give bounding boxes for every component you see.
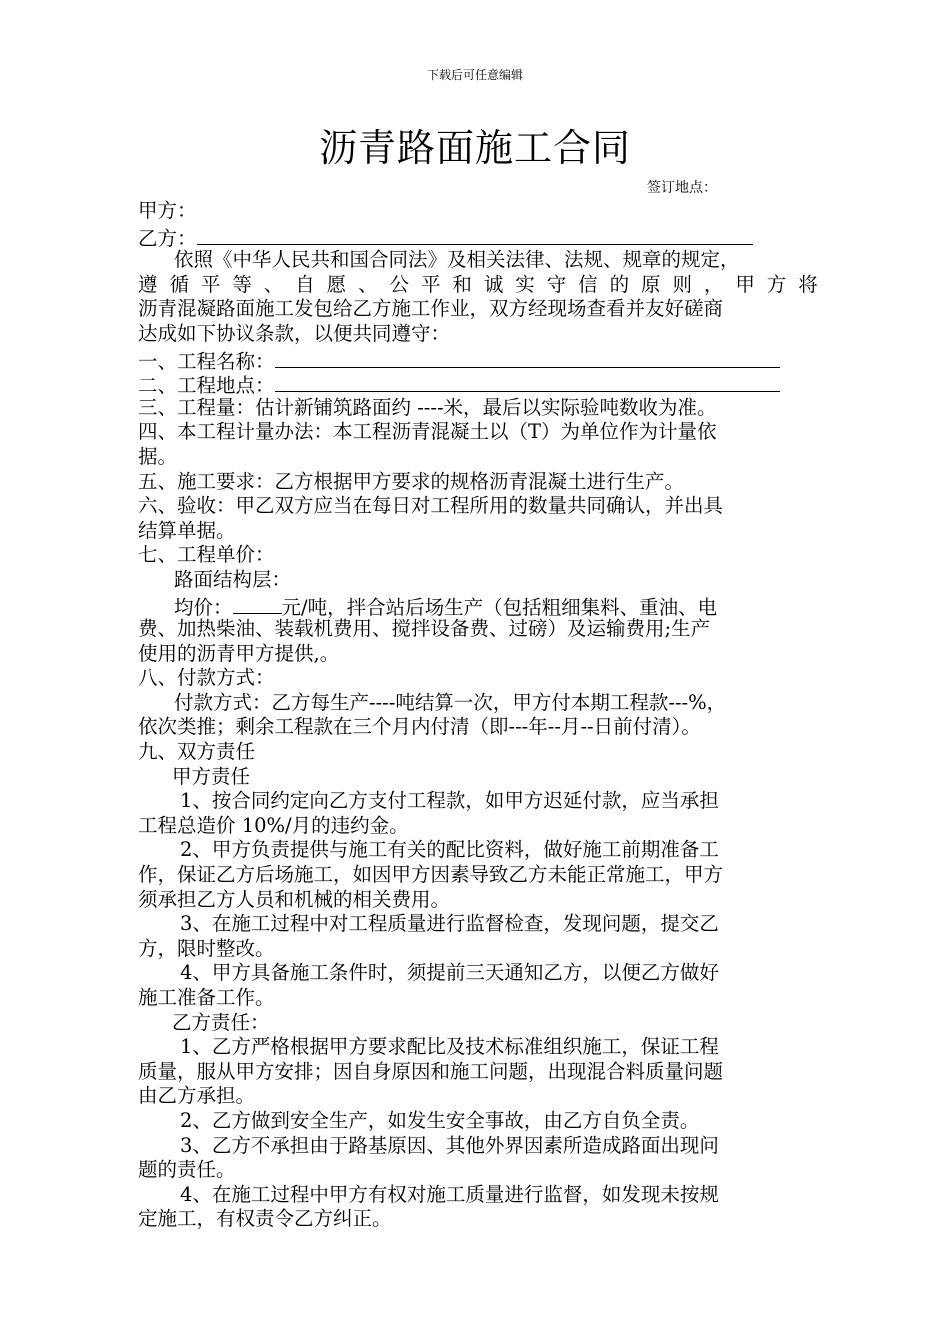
clause-7-structure-layer: 路面结构层： [174, 567, 292, 591]
preamble-line-2-char: 平 [420, 272, 441, 296]
preamble-line-2-char: 实 [515, 272, 535, 296]
clause-8-line-1: 付款方式：乙方每生产----吨结算一次，甲方付本期工程款---%， [174, 690, 727, 714]
party-b-item-4-line-1: 4、在施工过程中甲方有权对施工质量进行监督，如发现未按规 [180, 1182, 719, 1206]
clause-6-line-2: 结算单据。 [138, 518, 236, 542]
price-blank [233, 593, 282, 614]
party-b-line [138, 224, 818, 249]
preamble-line-2-char: 则 [672, 272, 692, 296]
party-b-item-4-line-2: 定施工，有权责令乙方纠正。 [138, 1207, 392, 1231]
price-label: 均价： [174, 595, 233, 619]
preamble-line-2-char: 、 [263, 272, 284, 296]
clause-7-price-line [138, 593, 818, 618]
party-a-item-2-line-2: 作，保证乙方后场施工，如因甲方因素导致乙方未能正常施工，甲方 [138, 863, 724, 887]
header-note: 下载后可任意编辑 [426, 68, 523, 82]
party-a-responsibility-title: 甲方责任 [172, 764, 251, 788]
party-a-item-3-line-1: 3、在施工过程中对工程质量进行监督检查，发现问题，提交乙 [180, 912, 719, 936]
party-b-item-3-line-2: 题的责任。 [138, 1158, 236, 1182]
party-a-item-2-line-3: 须承担乙方人员和机械的相关费用。 [138, 887, 451, 911]
clause-4-line-1: 四、本工程计量办法：本工程沥青混凝土以（T）为单位作为计量依 [138, 420, 717, 444]
clause-4-line-2: 据。 [138, 444, 178, 468]
party-b-responsibility-title: 乙方责任： [172, 1010, 270, 1034]
preamble-line-2 [138, 273, 818, 298]
preamble-line-2-char: 的 [609, 272, 630, 296]
project-location-blank [275, 371, 780, 392]
preamble-line-4: 达成如下协议条款，以便共同遵守： [138, 321, 451, 345]
party-a-line [138, 199, 818, 224]
party-a-item-4-line-2: 施工准备工作。 [138, 986, 275, 1009]
preamble-line-2-char: 平 [200, 272, 221, 296]
clause-7-line-2: 费、加热柴油、装载机费用、搅拌设备费、过磅）及运输费用;生产 [138, 617, 711, 641]
party-a-label: 甲方： [138, 199, 197, 222]
preamble-line-1: 依照《中华人民共和国合同法》及相关法律、法规、规章的规定， [174, 248, 740, 272]
party-b-blank [197, 224, 753, 245]
preamble-line-2-char: 、 [358, 272, 378, 296]
party-b-label: 乙方： [138, 226, 197, 250]
preamble-line-2-char: 公 [389, 272, 410, 296]
party-a-item-4-line-1: 4、甲方具备施工条件时，须提前三天通知乙方，以便乙方做好 [180, 961, 719, 985]
preamble-line-2-char: 守 [546, 272, 567, 296]
preamble-line-2-char: 自 [295, 272, 315, 296]
clause-5-requirements: 五、施工要求：乙方根据甲方要求的规格沥青混凝土进行生产。 [138, 469, 685, 493]
party-b-item-2: 2、乙方做到安全生产，如发生安全事故，由乙方自负全责。 [180, 1108, 700, 1132]
party-a-item-3-line-2: 方，限时整改。 [138, 936, 275, 960]
preamble-line-3: 沥青混凝路面施工发包给乙方施工作业，双方经现场查看并友好磋商 [138, 297, 724, 321]
clause-8-line-2: 依次类推；剩余工程款在三个月内付清（即---年--月--日前付清）。 [138, 715, 701, 739]
preamble-line-2-char: 等 [232, 272, 252, 296]
preamble-line-2-char: 原 [641, 272, 661, 296]
preamble-line-2-char: 信 [578, 272, 598, 296]
clause-2-label: 二、工程地点： [138, 374, 275, 398]
clause-3-quantity: 三、工程量：估计新铺筑路面约 ----米，最后以实际验吨数收为准。 [138, 395, 717, 419]
clause-8-payment: 八、付款方式： [138, 666, 275, 690]
preamble-line-2-char: 愿 [326, 272, 347, 296]
preamble-line-2-char: 遵 [138, 272, 158, 296]
price-text: 元/吨，拌合站后场生产（包括粗细集料、重油、电 [281, 595, 718, 619]
preamble-line-2-char: 将 [798, 272, 818, 296]
preamble-line-2-char: 甲 [735, 272, 755, 296]
preamble-line-2-char: 诚 [483, 272, 504, 296]
clause-2-project-location [138, 371, 818, 396]
preamble-line-2-char: 循 [169, 272, 189, 296]
party-a-item-1-line-1: 1、按合同约定向乙方支付工程款，如甲方迟延付款，应当承担 [180, 789, 719, 813]
party-b-item-1-line-3: 由乙方承担。 [138, 1084, 256, 1108]
preamble-line-2-char: 和 [452, 272, 472, 296]
party-b-item-3-line-1: 3、乙方不承担由于路基原因、其他外界因素所造成路面出现问 [180, 1133, 719, 1157]
preamble-line-2-char: ， [703, 272, 724, 296]
contract-title: 沥青路面施工合同 [318, 126, 631, 170]
party-b-item-1-line-2: 质量，服从甲方安排；因自身原因和施工问题，出现混合料质量问题 [138, 1059, 724, 1083]
clause-7-line-3: 使用的沥青甲方提供,。 [138, 641, 340, 665]
clause-9-responsibilities: 九、双方责任 [138, 740, 256, 764]
project-name-blank [275, 347, 780, 368]
clause-1-project-name [138, 347, 818, 372]
contract-body [138, 199, 818, 1232]
signing-place-label: 签订地点： [647, 180, 717, 196]
clause-6-line-1: 六、验收：甲乙双方应当在每日对工程所用的数量共同确认，并出具 [138, 494, 724, 518]
clause-7-unit-price: 七、工程单价： [138, 543, 275, 567]
party-b-item-1-line-1: 1、乙方严格根据甲方要求配比及技术标准组织施工，保证工程 [180, 1035, 719, 1059]
party-a-item-2-line-1: 2、甲方负责提供与施工有关的配比资料，做好施工前期准备工 [180, 838, 719, 862]
party-a-item-1-line-2: 工程总造价 10%/月的违约金。 [138, 813, 409, 837]
clause-1-label: 一、工程名称： [138, 349, 275, 373]
preamble-line-2-char: 方 [766, 272, 787, 296]
